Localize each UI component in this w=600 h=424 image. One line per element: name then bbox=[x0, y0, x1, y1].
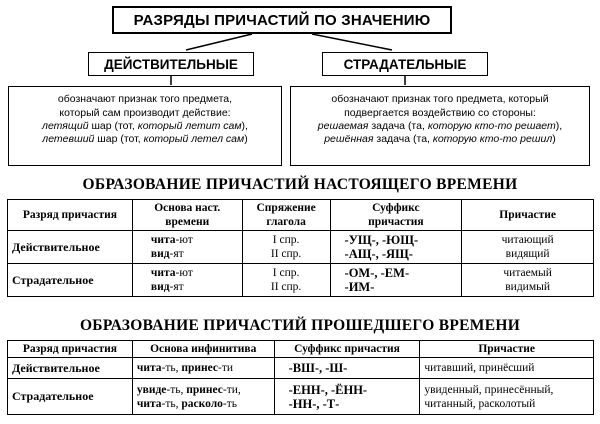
participle-cell: читавший, принёсший bbox=[420, 358, 594, 379]
description-line: подвергается воздействию со стороны: bbox=[344, 107, 536, 119]
connector-title-left bbox=[186, 34, 252, 50]
row-label: Действительное bbox=[8, 231, 133, 264]
suffix-cell: -ВШ-, -Ш- bbox=[274, 358, 420, 379]
table-row bbox=[8, 231, 594, 264]
example-line: летящий шар (тот, который летит сам), bbox=[42, 120, 248, 132]
header-cell: Основа инфинитива bbox=[132, 341, 274, 358]
participle-cell: читающий видящий bbox=[462, 231, 594, 264]
header-cell: Причастие bbox=[420, 341, 594, 358]
table-row bbox=[8, 358, 594, 379]
row-label: Страдательное bbox=[8, 379, 133, 415]
header-cell: Спряжение глагола bbox=[242, 200, 330, 231]
description-line: обозначают признак того предмета, bbox=[57, 93, 233, 105]
description-line: обозначают признак того предмета, который bbox=[331, 93, 549, 105]
suffix-cell: -УЩ-, -ЮЩ- -АЩ-, -ЯЩ- bbox=[330, 231, 462, 264]
present-tense-title: ОБРАЗОВАНИЕ ПРИЧАСТИЙ НАСТОЯЩЕГО ВРЕМЕНИ bbox=[82, 176, 518, 193]
table-header-row bbox=[8, 341, 594, 358]
description-line: который сам производит действие: bbox=[59, 107, 231, 119]
example-line: решаемая задача (та, которую кто-то решает), bbox=[317, 120, 563, 132]
header-cell: Разряд причастия bbox=[8, 341, 133, 358]
present-tense-table bbox=[7, 199, 594, 297]
header-cell: Основа наст. времени bbox=[132, 200, 242, 231]
stem-cell: чита-ют вид-ят bbox=[132, 264, 242, 297]
example-line: летевший шар (тот, который летел сам) bbox=[42, 133, 248, 146]
example-line: решённая задача (та, которую кто-то решил) bbox=[324, 133, 556, 146]
past-tense-table bbox=[7, 340, 594, 415]
header-cell: Разряд причастия bbox=[8, 200, 133, 231]
table-row bbox=[8, 264, 594, 297]
category-active: ДЕЙСТВИТЕЛЬНЫЕ bbox=[88, 52, 254, 76]
row-label: Страдательное bbox=[8, 264, 133, 297]
conjugation-cell: I спр. II спр. bbox=[242, 264, 330, 297]
suffix-cell: -ЕНН-, -ЁНН- -НН-, -Т- bbox=[274, 379, 420, 415]
table-header-row bbox=[8, 200, 594, 231]
header-cell: Суффикс причастия bbox=[330, 200, 462, 231]
participle-cell: увиденный, принесённый, читанный, расколотый bbox=[420, 379, 594, 415]
category-passive: СТРАДАТЕЛЬНЫЕ bbox=[322, 52, 488, 76]
description-active bbox=[8, 86, 282, 166]
row-label: Действительное bbox=[8, 358, 133, 379]
stem-cell: чита-ют вид-ят bbox=[132, 231, 242, 264]
connector-title-right bbox=[312, 34, 392, 50]
stem-cell: увиде-ть, принес-ти, чита-ть, расколо-ть bbox=[132, 379, 274, 415]
stem-cell: чита-ть, принес-ти bbox=[132, 358, 274, 379]
header-cell: Суффикс причастия bbox=[274, 341, 420, 358]
header-cell: Причастие bbox=[462, 200, 594, 231]
suffix-cell: -ОМ-, -ЕМ- -ИМ- bbox=[330, 264, 462, 297]
table-row bbox=[8, 379, 594, 415]
conjugation-cell: I спр. II спр. bbox=[242, 231, 330, 264]
description-passive bbox=[290, 86, 590, 166]
participle-cell: читаемый видимый bbox=[462, 264, 594, 297]
diagram-title: РАЗРЯДЫ ПРИЧАСТИЙ ПО ЗНАЧЕНИЮ bbox=[112, 6, 452, 34]
past-tense-title: ОБРАЗОВАНИЕ ПРИЧАСТИЙ ПРОШЕДШЕГО ВРЕМЕНИ bbox=[79, 317, 521, 334]
